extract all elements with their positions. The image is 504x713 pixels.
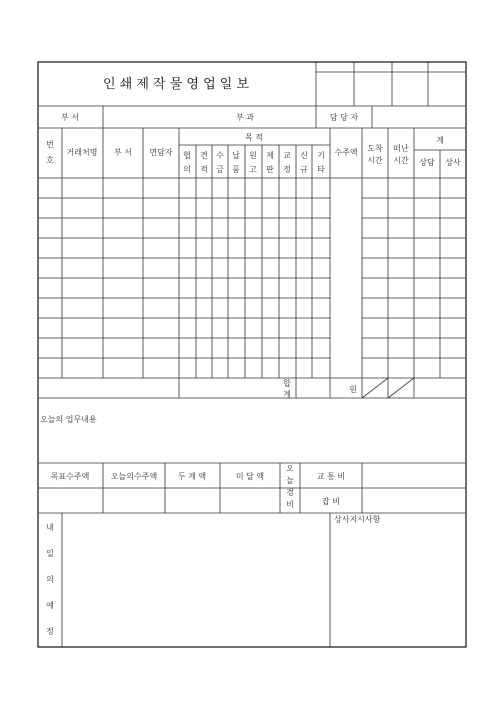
col-number-1: 번 xyxy=(46,140,54,149)
expense-label-3: 경 xyxy=(286,488,294,497)
purpose-6a: 제 xyxy=(266,151,274,160)
table-grid xyxy=(62,128,466,398)
col-client: 거래처명 xyxy=(66,148,98,157)
misc-label: 잡 비 xyxy=(322,497,340,506)
dept-label: 부 서 xyxy=(61,113,79,122)
today-amount-label: 오늘의수주액 xyxy=(110,472,158,481)
col-total: 계 xyxy=(436,136,444,145)
purpose-4a: 납 xyxy=(232,151,240,160)
target-amount-label: 목표수주액 xyxy=(50,472,90,481)
today-work-field[interactable] xyxy=(39,428,465,462)
total-label-2: 계 xyxy=(283,390,291,399)
cumulative-amount-field[interactable] xyxy=(166,489,219,512)
expense-label-2: 늘 xyxy=(286,476,294,485)
col-arrival-1: 도착 xyxy=(367,144,383,153)
shortfall-amount-field[interactable] xyxy=(221,489,279,512)
today-work-label: 오늘의 업무내용 xyxy=(40,415,97,424)
division-field[interactable] xyxy=(104,107,315,127)
purpose-9a: 기 xyxy=(317,151,325,160)
supervisor-notes-field[interactable] xyxy=(331,528,465,646)
approval-box-3[interactable] xyxy=(429,73,465,105)
tomorrow-label-3: 의 xyxy=(46,575,54,584)
purpose-2a: 견 xyxy=(200,151,208,160)
transport-field[interactable] xyxy=(363,464,465,487)
expense-label-4: 비 xyxy=(286,500,294,509)
tomorrow-label-2: 일 xyxy=(46,549,54,558)
today-amount-field[interactable] xyxy=(104,489,164,512)
purpose-1b: 의 xyxy=(183,165,191,174)
table-rows xyxy=(38,198,466,358)
purpose-8a: 신 xyxy=(300,151,308,160)
col-purpose: 목 적 xyxy=(245,133,263,142)
col-order-amount: 수주액 xyxy=(334,148,358,157)
misc-field[interactable] xyxy=(363,489,465,512)
col-interviewer: 면담자 xyxy=(149,148,173,157)
target-amount-field[interactable] xyxy=(39,489,102,512)
form-title: 인 쇄 제 작 물 영 업 일 보 xyxy=(102,77,250,92)
approval-box-1[interactable] xyxy=(355,73,391,105)
col-number-2: 호 xyxy=(46,156,54,165)
shortfall-amount-label: 미 달 액 xyxy=(235,472,265,481)
cumulative-amount-label: 두 계 액 xyxy=(177,472,207,481)
purpose-5a: 원 xyxy=(249,151,257,160)
purpose-3b: 금 xyxy=(216,165,224,174)
purpose-9b: 타 xyxy=(317,165,325,174)
total-amount-field[interactable] xyxy=(297,379,345,397)
tomorrow-label-1: 내 xyxy=(46,523,54,532)
manager-label: 담 당 자 xyxy=(329,113,359,122)
purpose-1a: 협 xyxy=(183,151,191,160)
expense-label-1: 오 xyxy=(286,464,294,473)
col-company: 상사 xyxy=(445,158,461,167)
purpose-7a: 교 xyxy=(283,151,291,160)
total-label-1: 합 xyxy=(283,379,291,388)
purpose-2b: 적 xyxy=(200,165,208,174)
purpose-3a: 수 xyxy=(216,151,224,160)
won-label: 원 xyxy=(349,385,357,394)
tomorrow-label-5: 정 xyxy=(46,627,54,636)
manager-field[interactable] xyxy=(373,107,465,127)
tomorrow-label-4: 예 xyxy=(46,601,54,610)
purpose-4b: 품 xyxy=(232,165,240,174)
col-consult: 상담 xyxy=(419,158,435,167)
purpose-7b: 정 xyxy=(283,165,291,174)
purpose-6b: 판 xyxy=(266,165,274,174)
transport-label: 교 통 비 xyxy=(316,472,346,481)
purpose-5b: 고 xyxy=(249,165,257,174)
supervisor-label: 상사지시사항 xyxy=(334,515,381,524)
col-arrival-2: 시간 xyxy=(367,156,383,165)
approval-box-2[interactable] xyxy=(393,73,427,105)
col-departure-1: 떠난 xyxy=(393,144,409,153)
col-departure-2: 시간 xyxy=(393,156,409,165)
tomorrow-plan-field[interactable] xyxy=(63,514,329,646)
col-dept: 부 서 xyxy=(114,148,132,157)
purpose-8b: 규 xyxy=(300,165,308,174)
